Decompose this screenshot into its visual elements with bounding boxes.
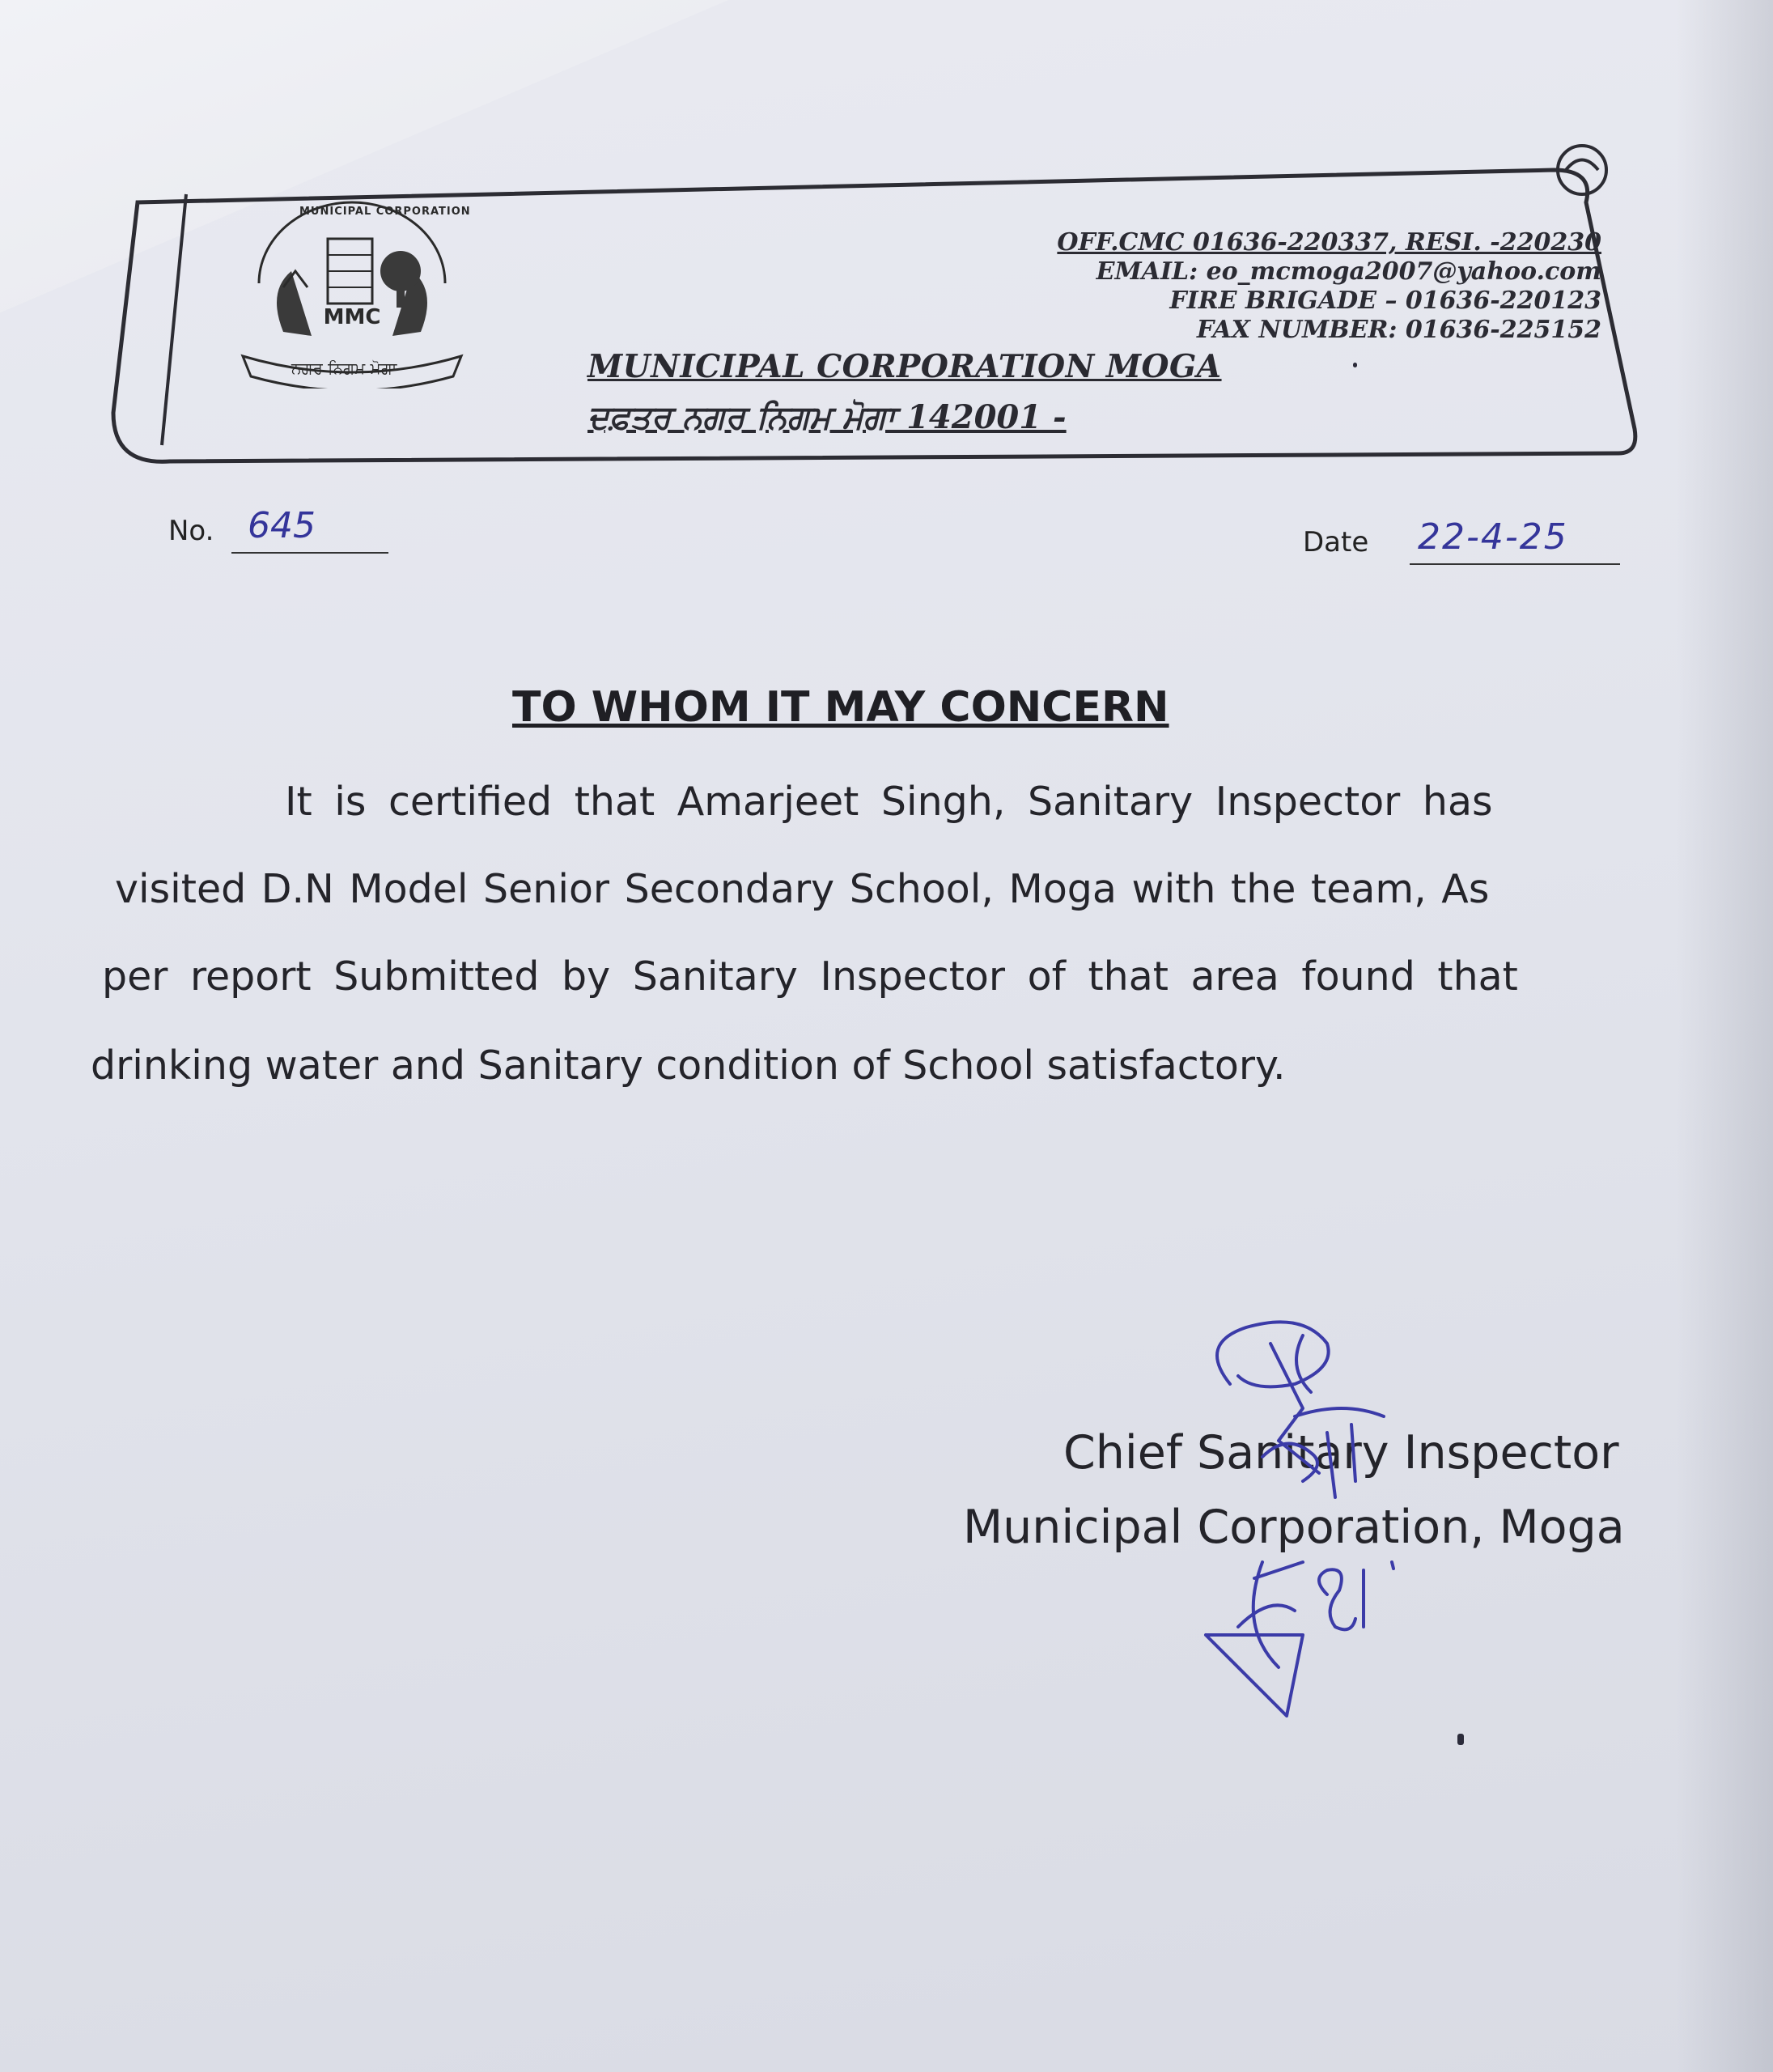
date-value: 22-4-25 — [1410, 516, 1620, 565]
letter-body-line-2: visited D.N Model Senior Secondary School, Moga with the team, As — [115, 866, 1490, 912]
letter-body-line-4: drinking water and Sanitary condition of School satisfactory. — [91, 1042, 1286, 1089]
letter-title: TO WHOM IT MAY CONCERN — [512, 683, 1169, 732]
reference-number-value: 645 — [231, 505, 388, 554]
handwritten-initials — [1190, 1546, 1432, 1724]
fire-brigade-phone: FIRE BRIGADE – 01636-220123 — [1169, 287, 1601, 315]
handwritten-signature — [1181, 1311, 1408, 1522]
email-address: EMAIL: eo_mcmoga2007@yahoo.com — [1096, 257, 1601, 286]
organization-name-english: MUNICIPAL CORPORATION MOGA — [587, 348, 1222, 385]
municipal-corporation-logo — [235, 194, 469, 388]
ink-dot — [1457, 1734, 1464, 1745]
date-label: Date — [1303, 526, 1369, 558]
signatory-designation: Chief Sanitary Inspector — [1063, 1426, 1619, 1480]
fax-number: FAX NUMBER: 01636-225152 — [1196, 316, 1601, 344]
signatory-organization: Municipal Corporation, Moga — [963, 1501, 1625, 1554]
svg-text:MMC: MMC — [323, 305, 381, 329]
page-edge-shadow — [1676, 0, 1773, 2072]
letter-body-line-3: per report Submitted by Sanitary Inspector of that area found that — [102, 953, 1518, 1000]
organization-name-punjabi: ਦਫ਼ਤਰ ਨਗਰ ਨਿਗਮ ਮੋਗਾ 142001 - — [587, 398, 1067, 436]
letter-body-line-1: It is certified that Amarjeet Singh, Sanitary Inspector has — [285, 779, 1493, 825]
logo-emblem-text: MUNICIPAL CORPORATION — [299, 206, 471, 218]
office-phone: OFF.CMC 01636-220337, RESI. -220230 — [1057, 228, 1601, 257]
logo-ribbon-text: ਨਗਰ ਨਿਗਮ ਮੋਗਾ — [291, 359, 397, 378]
reference-number-label: No. — [168, 515, 214, 547]
ink-dot — [1353, 363, 1357, 367]
contact-details — [873, 228, 1601, 345]
